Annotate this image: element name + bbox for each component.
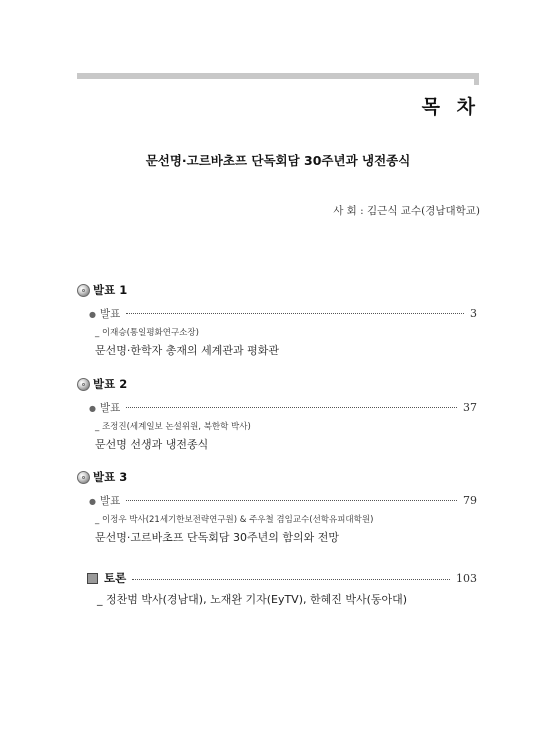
page-number: 79 bbox=[463, 494, 477, 507]
dot-leader bbox=[126, 500, 457, 501]
moderator-line: 사 회 : 김근식 교수(경남대학교) bbox=[333, 205, 480, 217]
page-number: 3 bbox=[470, 307, 477, 320]
toc-entry-link[interactable] bbox=[77, 400, 477, 415]
main-title: 문선명·고르바초프 단독회담 30주년과 냉전종식 bbox=[145, 153, 411, 168]
section-label: 발표 1 bbox=[93, 283, 128, 297]
discussion-label: 토론 bbox=[104, 571, 127, 585]
cd-disc-icon bbox=[77, 378, 90, 391]
toc-entry-link[interactable] bbox=[77, 306, 477, 321]
page-number: 37 bbox=[463, 401, 477, 414]
header-rule-cap bbox=[474, 73, 479, 85]
talk-title: 문선명 선생과 냉전종식 bbox=[95, 438, 209, 451]
section-heading bbox=[77, 282, 477, 298]
toc-section-1 bbox=[77, 282, 477, 358]
entry-label: 발표 bbox=[99, 402, 121, 414]
entry-label: 발표 bbox=[99, 308, 121, 320]
entry-label: 발표 bbox=[99, 495, 121, 507]
cd-disc-icon bbox=[77, 284, 90, 297]
talk-title: 문선명·한학자 총재의 세계관과 평화관 bbox=[95, 344, 280, 357]
toc-section-3 bbox=[77, 469, 477, 545]
discussion-participants: _ 정찬범 박사(경남대), 노재완 기자(EyTV), 한혜진 박사(동아대) bbox=[97, 593, 408, 606]
toc-section-2 bbox=[77, 376, 477, 452]
page-number: 103 bbox=[456, 571, 477, 585]
header-rule bbox=[77, 73, 477, 79]
section-label: 발표 2 bbox=[93, 377, 128, 391]
bullet-icon: ● bbox=[89, 497, 96, 506]
speaker-line: _ 이정우 박사(21세기한보전략연구원) & 주우철 겸임교수(선학유피대학원) bbox=[95, 515, 374, 525]
talk-title: 문선명·고르바초프 단독회담 30주년의 함의와 전망 bbox=[95, 531, 339, 544]
discussion-heading[interactable] bbox=[77, 570, 477, 586]
section-heading bbox=[77, 376, 477, 392]
section-label: 발표 3 bbox=[93, 470, 128, 484]
bullet-icon: ● bbox=[89, 404, 96, 413]
toc-entry-link[interactable] bbox=[77, 493, 477, 508]
toc-discussion bbox=[77, 570, 477, 607]
bullet-icon: ● bbox=[89, 310, 96, 319]
dot-leader bbox=[132, 579, 450, 580]
dot-leader bbox=[126, 313, 464, 314]
cd-disc-icon bbox=[77, 471, 90, 484]
square-icon bbox=[87, 573, 98, 584]
section-heading bbox=[77, 469, 477, 485]
dot-leader bbox=[126, 407, 457, 408]
page-title: 목 차 bbox=[421, 96, 480, 118]
speaker-line: _ 이재승(통일평화연구소장) bbox=[95, 328, 199, 338]
speaker-line: _ 조정진(세계일보 논설위원, 북한학 박사) bbox=[95, 422, 251, 432]
